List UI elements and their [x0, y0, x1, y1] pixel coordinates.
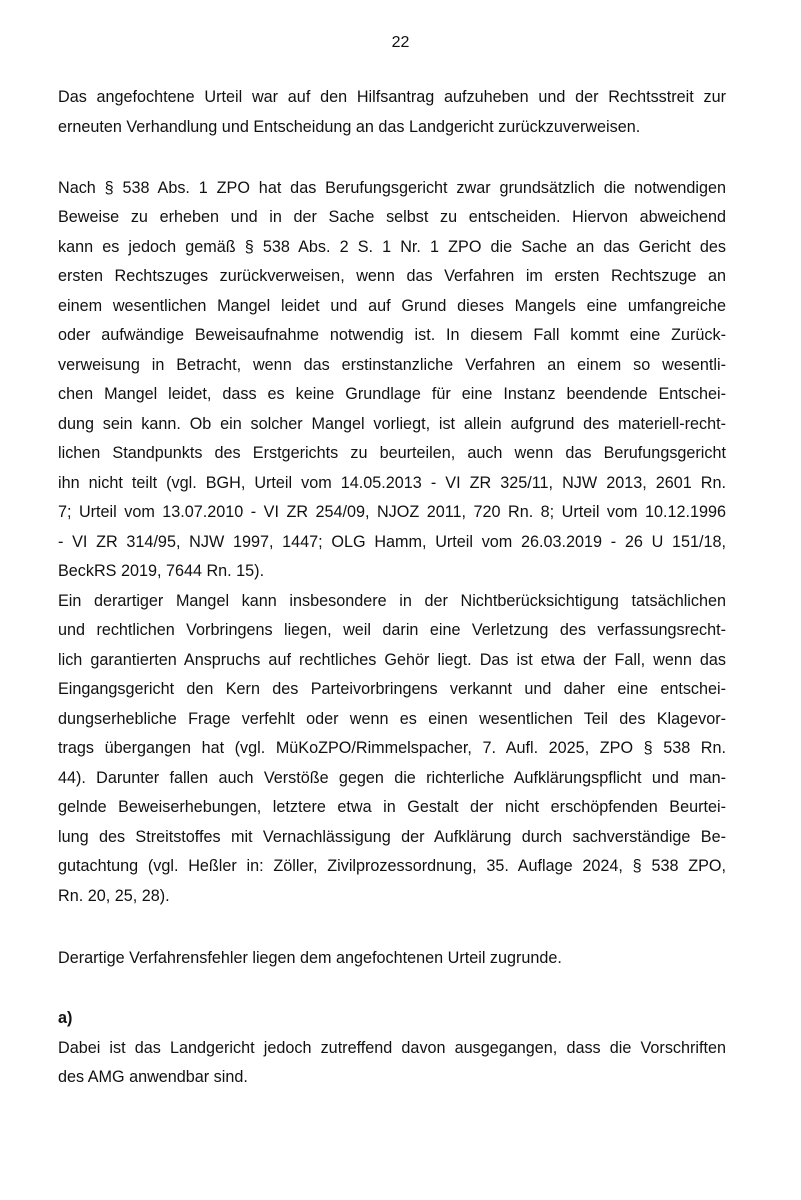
paragraph-2-line-3: kann es jedoch gemäß § 538 Abs. 2 S. 1 Nr. 1 ZPO die Sache an das Gericht des [58, 238, 726, 256]
paragraph-3-line-5: dungserhebliche Frage verfehlt oder wenn es einen wesentlichen Teil des Klagevor- [58, 710, 726, 728]
paragraph-3-line-6: trags übergangen hat (vgl. MüKoZPO/Rimmelspacher, 7. Aufl. 2025, ZPO § 538 Rn. [58, 739, 726, 757]
paragraph-2-line-5: einem wesentlichen Mangel leidet und auf Grund dieses Mangels eine umfangreiche [58, 297, 726, 315]
paragraph-2-line-6: oder aufwändige Beweisaufnahme notwendig ist. In diesem Fall kommt eine Zurück- [58, 326, 726, 344]
paragraph-3-line-8: gelnde Beweiserhebungen, letztere etwa in Gestalt der nicht erschöpfenden Beurtei- [58, 798, 726, 816]
paragraph-2-line-9: dung sein kann. Ob ein solcher Mangel vorliegt, ist allein aufgrund des materiell-recht- [58, 415, 726, 433]
paragraph-1-line-2: erneuten Verhandlung und Entscheidung an das Landgericht zurückzuverweisen. [58, 118, 641, 136]
paragraph-2-line-14: BeckRS 2019, 7644 Rn. 15). [58, 562, 265, 580]
paragraph-3-line-7: 44). Darunter fallen auch Verstöße gegen die richterliche Aufklärungspflicht und man- [58, 769, 726, 787]
paragraph-3-line-3: lich garantierten Anspruchs auf rechtliches Gehör liegt. Das ist etwa der Fall, wenn das [58, 651, 726, 669]
paragraph-2-line-12: 7; Urteil vom 13.07.2010 - VI ZR 254/09, NJOZ 2011, 720 Rn. 8; Urteil vom 10.12.1996 [58, 503, 726, 521]
paragraph-2-line-1: Nach § 538 Abs. 1 ZPO hat das Berufungsgericht zwar grundsätzlich die notwendigen [58, 179, 726, 197]
section-heading-a: a) [58, 1009, 73, 1027]
paragraph-3-line-11: Rn. 20, 25, 28). [58, 887, 170, 905]
paragraph-2-line-10: lichen Standpunkts des Erstgerichts zu beurteilen, auch wenn das Berufungsgericht [58, 444, 726, 462]
paragraph-3-line-9: lung des Streitstoffes mit Vernachlässigung der Aufklärung durch sachverständige Be- [58, 828, 726, 846]
paragraph-3-line-2: und rechtlichen Vorbringens liegen, weil darin eine Verletzung des verfassungsrecht- [58, 621, 726, 639]
paragraph-3-line-1: Ein derartiger Mangel kann insbesondere in der Nichtberücksichtigung tatsächlichen [58, 592, 726, 610]
paragraph-5-line-1: Dabei ist das Landgericht jedoch zutreffend davon ausgegangen, dass die Vorschriften [58, 1039, 726, 1057]
paragraph-2-line-13: - VI ZR 314/95, NJW 1997, 1447; OLG Hamm, Urteil vom 26.03.2019 - 26 U 151/18, [58, 533, 726, 551]
paragraph-1-line-1: Das angefochtene Urteil war auf den Hilfsantrag aufzuheben und der Rechtsstreit zur [58, 88, 726, 106]
page-number: 22 [391, 34, 410, 51]
paragraph-2-line-7: verweisung in Betracht, wenn das erstinstanzliche Verfahren an einem so wesentli- [58, 356, 726, 374]
paragraph-2-line-4: ersten Rechtszuges zurückverweisen, wenn das Verfahren im ersten Rechtszuge an [58, 267, 726, 285]
paragraph-3-line-4: Eingangsgericht den Kern des Parteivorbringens verkannt und daher eine entschei- [58, 680, 726, 698]
paragraph-5-line-2: des AMG anwendbar sind. [58, 1068, 248, 1086]
paragraph-3-line-10: gutachtung (vgl. Heßler in: Zöller, Zivilprozessordnung, 35. Auflage 2024, § 538 ZPO, [58, 857, 726, 875]
paragraph-2-line-8: chen Mangel leidet, dass es keine Grundlage für eine Instanz beendende Entschei- [58, 385, 726, 403]
paragraph-2-line-2: Beweise zu erheben und in der Sache selbst zu entscheiden. Hiervon abweichend [58, 208, 726, 226]
paragraph-4-line-1: Derartige Verfahrensfehler liegen dem angefochtenen Urteil zugrunde. [58, 949, 562, 967]
paragraph-2-line-11: ihn nicht teilt (vgl. BGH, Urteil vom 14.05.2013 - VI ZR 325/11, NJW 2013, 2601 Rn. [58, 474, 726, 492]
